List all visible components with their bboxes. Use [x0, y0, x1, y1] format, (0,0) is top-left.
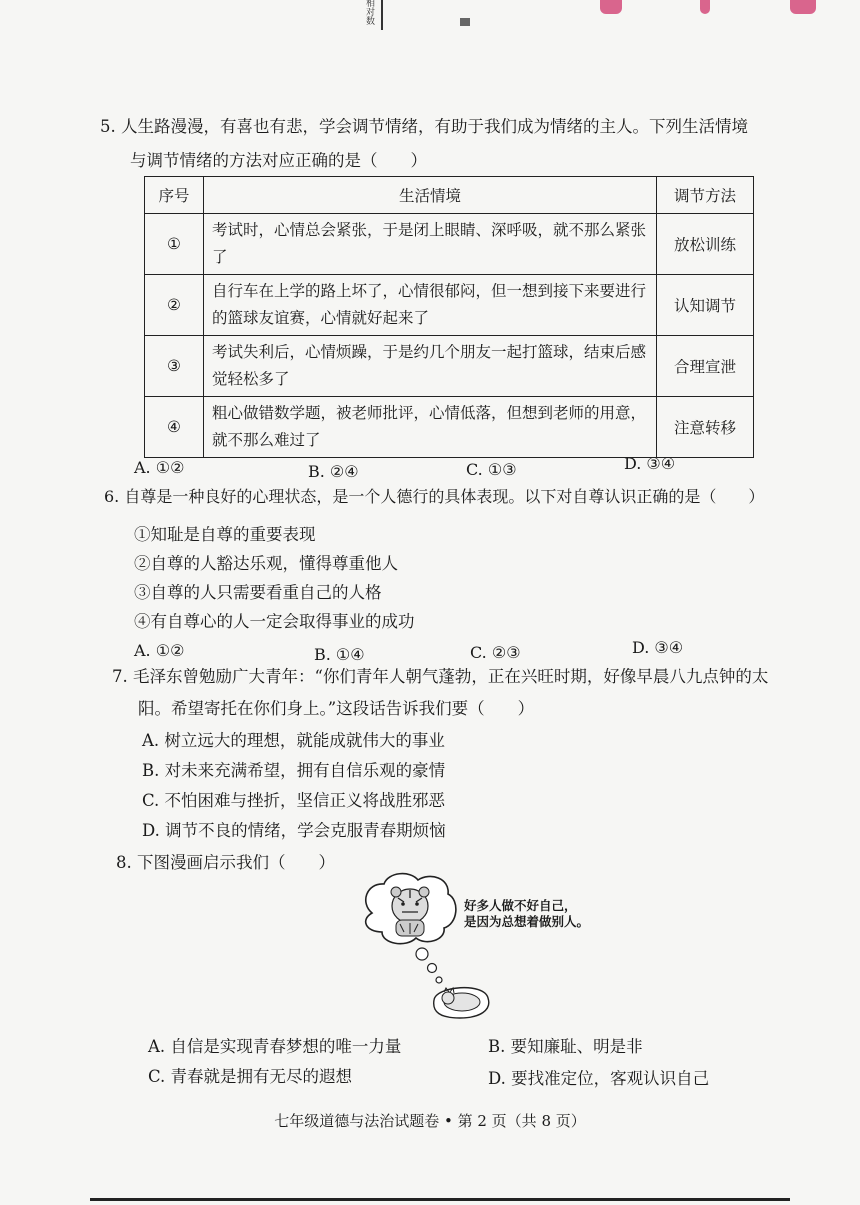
cartoon-caption — [464, 898, 589, 930]
q5-stem-line2: 与调节情绪的方法对应正确的是（ ） — [130, 151, 427, 170]
q6-option-d[interactable]: D. ③④ — [632, 638, 684, 657]
row-context: 考试时，心情总会紧张，于是闭上眼睛、深呼吸，就不那么紧张了 — [204, 214, 657, 275]
table-header-row — [145, 177, 754, 214]
q6-statement: ①知耻是自尊的重要表现 — [134, 525, 316, 544]
pink-ink-mark — [600, 0, 622, 14]
row-num: ① — [145, 214, 204, 275]
row-num: ③ — [145, 336, 204, 397]
cartoon-thought-bubble-icon — [352, 868, 632, 1038]
table-row — [145, 275, 754, 336]
arrow-mark — [381, 0, 383, 30]
q5-option-a[interactable]: A. ①② — [134, 458, 185, 477]
q8-option-d[interactable]: D. 要找准定位，客观认识自己 — [488, 1069, 710, 1088]
q8-option-a[interactable]: A. 自信是实现青春梦想的唯一力量 — [148, 1037, 402, 1056]
side-mark: 相 — [366, 0, 376, 9]
row-context: 自行车在上学的路上坏了，心情很郁闷，但一想到接下来要进行的篮球友谊赛，心情就好起来了 — [204, 275, 657, 336]
table-row — [145, 214, 754, 275]
q6-statement: ④有自尊心的人一定会取得事业的成功 — [134, 612, 415, 631]
table-row — [145, 397, 754, 458]
header-context: 生活情境 — [204, 177, 657, 214]
cartoon-caption-line: 好多人做不好自己， — [464, 898, 577, 913]
row-context: 粗心做错数学题，被老师批评，心情低落，但想到老师的用意，就不那么难过了 — [204, 397, 657, 458]
q7-option-b[interactable]: B. 对未来充满希望，拥有自信乐观的豪情 — [142, 761, 446, 780]
cartoon-caption-line: 是因为总想着做别人。 — [464, 914, 590, 929]
q5-stem-line1: 5. 人生路漫漫，有喜也有悲，学会调节情绪，有助于我们成为情绪的主人。下列生活情境 — [100, 117, 748, 136]
pink-ink-mark — [700, 0, 710, 14]
q7-option-d[interactable]: D. 调节不良的情绪，学会克服青春期烦恼 — [142, 821, 446, 840]
q6-statement: ②自尊的人豁达乐观，懂得尊重他人 — [134, 554, 398, 573]
scan-block-mark — [460, 18, 470, 26]
q7-option-c[interactable]: C. 不怕困难与挫折，坚信正义将战胜邪恶 — [142, 791, 446, 810]
q6-statement: ③自尊的人只需要看重自己的人格 — [134, 583, 382, 602]
q8-option-c[interactable]: C. 青春就是拥有无尽的遐想 — [148, 1067, 353, 1086]
q6-stem: 6. 自尊是一种良好的心理状态，是一个人德行的具体表现。以下对自尊认识正确的是（ ） — [104, 487, 765, 506]
q7-stem-line1: 7. 毛泽东曾勉励广大青年：“你们青年人朝气蓬勃，正在兴旺时期，好像早晨八九点钟的太 — [112, 667, 769, 686]
table-row — [145, 336, 754, 397]
side-marks — [366, 0, 378, 27]
page-footer: 七年级道德与法治试题卷 • 第 2 页（共 8 页） — [274, 1112, 586, 1130]
q7-option-a[interactable]: A. 树立远大的理想，就能成就伟大的事业 — [142, 731, 445, 750]
row-num: ④ — [145, 397, 204, 458]
bottom-rule — [90, 1198, 790, 1201]
row-method: 注意转移 — [657, 397, 754, 458]
q5-option-d[interactable]: D. ③④ — [624, 454, 676, 473]
q8-stem: 8. 下图漫画启示我们（ ） — [116, 853, 335, 872]
q5-table — [144, 176, 754, 458]
pink-ink-mark — [790, 0, 816, 14]
row-method: 认知调节 — [657, 275, 754, 336]
q6-option-c[interactable]: C. ②③ — [470, 643, 521, 662]
q6-option-b[interactable]: B. ①④ — [314, 645, 365, 664]
cartoon-illustration — [352, 868, 632, 1038]
row-method: 放松训练 — [657, 214, 754, 275]
row-method: 合理宣泄 — [657, 336, 754, 397]
row-context: 考试失利后，心情烦躁，于是约几个朋友一起打篮球，结束后感觉轻松多了 — [204, 336, 657, 397]
q6-option-a[interactable]: A. ①② — [134, 641, 185, 660]
q5-option-b[interactable]: B. ②④ — [308, 462, 359, 481]
side-mark: 对 — [366, 8, 376, 18]
row-num: ② — [145, 275, 204, 336]
q5-option-c[interactable]: C. ①③ — [466, 460, 517, 479]
q7-stem-line2: 阳。希望寄托在你们身上。”这段话告诉我们要（ ） — [138, 699, 535, 718]
header-num: 序号 — [145, 177, 204, 214]
q8-option-b[interactable]: B. 要知廉耻、明是非 — [488, 1037, 643, 1056]
side-mark: 数 — [366, 17, 376, 27]
header-method: 调节方法 — [657, 177, 754, 214]
